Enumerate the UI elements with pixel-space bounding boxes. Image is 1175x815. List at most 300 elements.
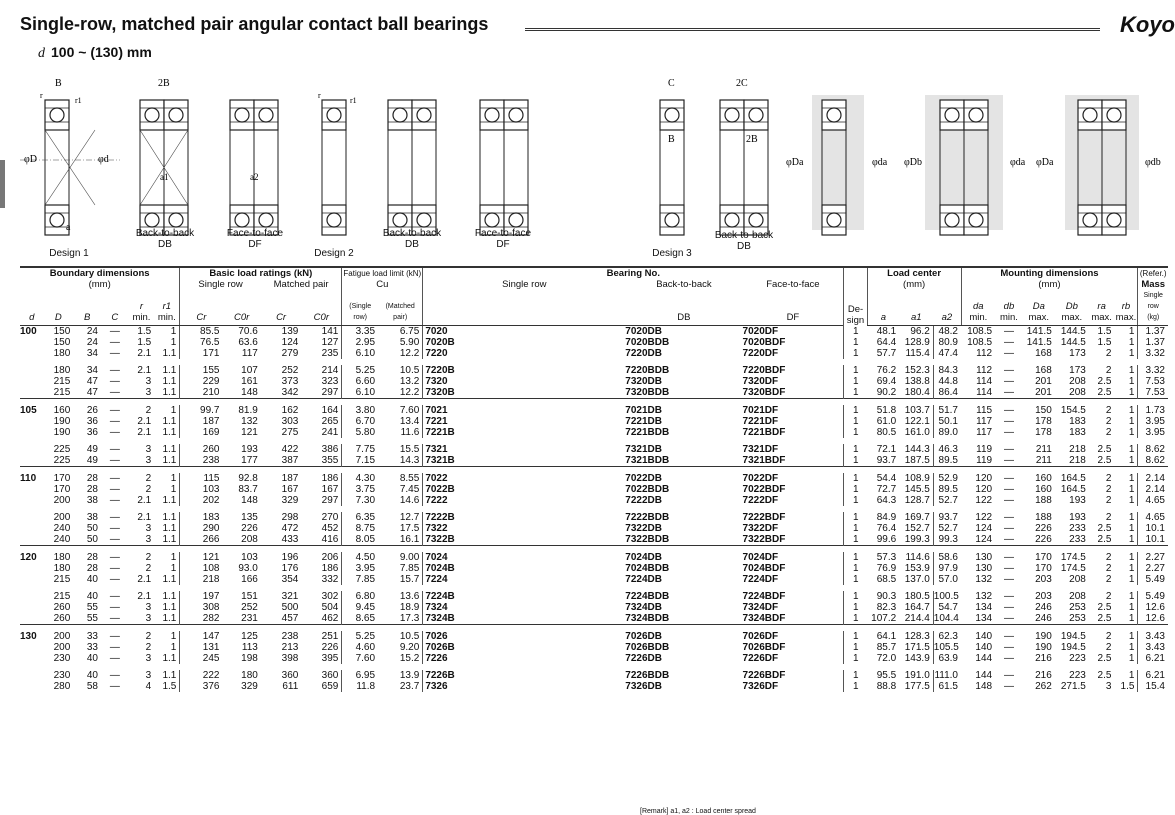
table-cell: 33 xyxy=(86,642,98,653)
table-cell: 1 xyxy=(1128,670,1135,681)
table-cell: 174.5 xyxy=(1060,552,1086,563)
bearing-number-cell: 7322DB xyxy=(625,523,662,534)
table-cell: 360 xyxy=(321,670,339,681)
bore-diameter-cell xyxy=(20,591,43,602)
bore-diameter-cell xyxy=(20,455,43,467)
bearing-number-cell: 7222 xyxy=(423,495,625,506)
table-cell: 58.6 xyxy=(933,552,961,563)
table-cell: 64.1 xyxy=(876,631,897,642)
table-row xyxy=(20,574,1168,585)
svg-text:φDa: φDa xyxy=(1036,157,1054,168)
col-r-min: min. xyxy=(132,312,151,323)
table-cell: 33 xyxy=(86,631,98,642)
table-cell: 93.0 xyxy=(238,563,258,574)
table-cell: 64.3 xyxy=(876,495,897,506)
table-cell: 1 xyxy=(1128,523,1135,534)
bearing-number-cell: 7324BDB xyxy=(625,613,670,624)
page-header xyxy=(20,12,1175,38)
table-cell: 223 xyxy=(1069,670,1086,681)
table-cell: 422 xyxy=(281,444,299,455)
boundary-header: Boundary dimensions xyxy=(20,267,180,279)
bearing-number-cell: 7220DF xyxy=(742,348,779,359)
table-cell: 36 xyxy=(86,427,98,438)
table-cell: 135 xyxy=(241,512,258,523)
col-db-min: min. xyxy=(999,312,1018,323)
table-cell: 40 xyxy=(86,653,98,664)
table-cell: 26 xyxy=(86,405,98,416)
mounting-header: Mounting dimensions xyxy=(961,267,1138,279)
table-cell: 130 xyxy=(975,552,993,563)
bearing-number-cell: 7224 xyxy=(423,574,625,585)
col-da-sym: da xyxy=(973,301,984,312)
table-cell: 1.1 xyxy=(162,444,177,455)
col-D: D xyxy=(43,290,73,326)
table-cell: 140 xyxy=(975,631,993,642)
table-cell: — xyxy=(109,602,120,613)
table-cell: 1.1 xyxy=(162,653,177,664)
table-cell: 303 xyxy=(281,416,299,427)
design1-df-drawing xyxy=(230,100,278,235)
table-cell: 280 xyxy=(53,681,71,692)
table-cell: 188 xyxy=(1035,495,1052,506)
table-cell: 8.55 xyxy=(399,473,420,484)
bearing-number-cell: 7021DB xyxy=(625,405,662,416)
table-row xyxy=(20,326,1168,338)
table-cell: 245 xyxy=(180,653,223,664)
table-cell: 170 xyxy=(1035,552,1052,563)
table-cell: 387 xyxy=(281,455,299,466)
table-cell: 1 xyxy=(844,613,867,625)
table-cell: 81.9 xyxy=(238,405,258,416)
table-cell: 90.3 xyxy=(876,591,897,602)
bearing-number-cell: 7226B xyxy=(423,670,625,681)
table-cell: 298 xyxy=(281,512,299,523)
bearing-number-cell: 7324DB xyxy=(625,602,662,613)
table-cell: 6.35 xyxy=(342,512,378,523)
bore-diameter-cell xyxy=(20,613,43,625)
table-cell: 183 xyxy=(1069,416,1086,427)
table-cell: 70.6 xyxy=(238,326,258,337)
table-cell: 215 xyxy=(53,387,71,398)
table-cell: 28 xyxy=(86,563,98,574)
bearing-spec-table xyxy=(20,266,1168,692)
table-cell: 155 xyxy=(180,365,223,376)
bearing-number-cell: 7324BDF xyxy=(742,613,786,624)
table-cell: 124 xyxy=(975,534,993,545)
table-cell: — xyxy=(109,326,120,337)
table-cell: — xyxy=(1003,326,1014,337)
table-cell: 275 xyxy=(281,427,299,438)
table-cell: 3 xyxy=(145,534,152,545)
bearing-number-cell: 7026BDB xyxy=(625,642,670,653)
table-cell: 7.53 xyxy=(1138,387,1168,399)
table-cell: 266 xyxy=(180,534,223,546)
subtitle-symbol: d xyxy=(38,46,45,61)
bearing-number-cell: 7322BDF xyxy=(742,534,786,545)
table-cell: 128.3 xyxy=(904,631,930,642)
table-cell: 504 xyxy=(321,602,339,613)
table-cell: 23.7 xyxy=(399,681,420,692)
bore-diameter-cell xyxy=(20,574,43,585)
table-cell: 6.95 xyxy=(342,670,378,681)
table-cell: 188 xyxy=(1035,512,1052,523)
design1-caption: Design 1 xyxy=(49,248,89,259)
table-cell: 174.5 xyxy=(1060,563,1086,574)
table-cell: 190 xyxy=(53,427,71,438)
table-cell: 9.20 xyxy=(399,642,420,653)
table-row xyxy=(20,523,1168,534)
table-cell: 659 xyxy=(321,681,339,692)
table-cell: 12.2 xyxy=(399,348,420,359)
table-cell: 152.3 xyxy=(904,365,930,376)
bearing-number-cell: 7322DF xyxy=(742,523,779,534)
table-cell: 84.9 xyxy=(876,512,897,523)
design3-db-drawing xyxy=(720,78,768,235)
table-cell: 10.1 xyxy=(1138,534,1168,546)
col-ra xyxy=(1089,290,1115,326)
table-cell: 500 xyxy=(281,602,299,613)
table-cell: 15.7 xyxy=(399,574,420,585)
table-cell: 2 xyxy=(1105,365,1112,376)
table-cell: 6.75 xyxy=(399,326,420,337)
table-cell: 1 xyxy=(1128,376,1135,387)
table-cell: — xyxy=(109,512,120,523)
table-cell: 1.73 xyxy=(1138,405,1168,416)
table-cell: 89.5 xyxy=(933,455,961,467)
table-cell: 113 xyxy=(241,642,258,653)
table-cell: 1 xyxy=(1128,416,1135,427)
bearing-number-cell: 7221BDF xyxy=(742,427,786,438)
table-cell: 2 xyxy=(145,563,152,574)
design2-single-drawing xyxy=(318,91,357,235)
table-cell: 215 xyxy=(53,591,71,602)
table-cell: 120 xyxy=(975,484,993,495)
bearing-number-cell: 7326 xyxy=(423,681,625,692)
table-row xyxy=(20,591,1168,602)
table-cell: 150 xyxy=(53,337,71,348)
table-cell: 226 xyxy=(241,523,258,534)
table-cell: 238 xyxy=(281,631,299,642)
table-cell: 48.1 xyxy=(876,326,897,337)
table-cell: 28 xyxy=(86,552,98,563)
bore-diameter-cell xyxy=(20,365,43,376)
table-cell: 230 xyxy=(53,653,71,664)
subtitle-range: 100 ~ (130) mm xyxy=(51,44,152,60)
bearing-number-cell: 7024BDF xyxy=(742,563,786,574)
table-cell: 138.8 xyxy=(904,376,930,387)
bearing-number-cell: 7022BDF xyxy=(742,484,786,495)
table-cell: 76.5 xyxy=(180,337,223,348)
table-row xyxy=(20,670,1168,681)
table-cell: 151 xyxy=(241,591,258,602)
matched-pair-rating-header: Matched pair xyxy=(273,279,329,290)
table-cell: 1.1 xyxy=(162,455,177,466)
bore-diameter-cell xyxy=(20,337,43,348)
table-cell: 34 xyxy=(86,365,98,376)
col-c0r-pair: C0r xyxy=(301,290,342,326)
table-cell: 161.0 xyxy=(904,427,930,438)
table-cell: 3 xyxy=(145,602,152,613)
table-cell: 57.7 xyxy=(876,348,897,359)
table-cell: 1 xyxy=(844,574,867,585)
bearing-number-cell: 7221BDB xyxy=(625,427,670,438)
table-cell: 472 xyxy=(281,523,299,534)
table-cell: 115 xyxy=(180,473,223,484)
bore-diameter-cell xyxy=(20,444,43,455)
table-cell: 1.1 xyxy=(162,512,177,523)
table-cell: 76.4 xyxy=(876,523,897,534)
table-cell: 1.1 xyxy=(162,495,177,506)
db3-caption: Back-to-back DB xyxy=(714,230,774,252)
table-cell: 154.5 xyxy=(1060,405,1086,416)
svg-text:a: a xyxy=(66,222,71,233)
table-cell: 38 xyxy=(86,495,98,506)
table-cell: 168 xyxy=(1035,365,1052,376)
table-cell: 62.3 xyxy=(933,631,961,642)
table-cell: — xyxy=(1003,653,1014,664)
table-cell: 230 xyxy=(53,670,71,681)
table-cell: 2.5 xyxy=(1097,523,1112,534)
table-cell: 173 xyxy=(1069,348,1086,359)
bore-diameter-cell xyxy=(20,642,43,653)
bore-diameter-cell xyxy=(20,681,43,692)
bearing-number-cell: 7024 xyxy=(423,552,625,563)
table-cell: 105.5 xyxy=(933,642,961,653)
table-cell: 160 xyxy=(1035,473,1052,484)
table-cell: 1 xyxy=(1128,512,1135,523)
table-cell: 13.6 xyxy=(399,591,420,602)
boundary-unit: (mm) xyxy=(88,279,111,290)
table-cell: 1 xyxy=(1128,427,1135,438)
col-cu-matched: (Matched pair) xyxy=(378,290,423,326)
table-cell: 103 xyxy=(180,484,223,495)
bearing-number-cell: 7224B xyxy=(423,591,625,602)
svg-text:φDa: φDa xyxy=(786,157,804,168)
table-cell: 99.6 xyxy=(876,534,897,545)
svg-text:C: C xyxy=(668,78,675,89)
table-cell: 47 xyxy=(86,376,98,387)
bore-diameter-cell: 110 xyxy=(20,473,37,484)
table-cell: 17.3 xyxy=(399,613,420,624)
back-to-back-header: Back-to-back xyxy=(656,279,712,290)
bore-diameter-cell xyxy=(20,602,43,613)
design2-df-drawing xyxy=(480,100,528,235)
table-cell: 180 xyxy=(53,552,71,563)
table-cell: 2.1 xyxy=(137,591,152,602)
bearing-number-cell: 7322 xyxy=(423,523,625,534)
table-cell: 161 xyxy=(241,376,258,387)
bore-diameter-cell xyxy=(20,376,43,387)
table-cell: 114 xyxy=(976,387,993,398)
table-cell: 238 xyxy=(180,455,223,467)
table-cell: 68.5 xyxy=(876,574,897,585)
table-cell: 7.60 xyxy=(342,653,378,664)
table-cell: 1.5 xyxy=(137,337,152,348)
table-cell: 2.5 xyxy=(1097,444,1112,455)
table-cell: 144 xyxy=(975,653,993,664)
table-row xyxy=(20,495,1168,506)
table-cell: 233 xyxy=(1069,534,1086,545)
table-cell: — xyxy=(109,416,120,427)
design-header: De- sign xyxy=(844,267,867,326)
table-cell: 251 xyxy=(321,631,339,642)
table-cell: 1 xyxy=(844,631,867,642)
table-cell: 2.5 xyxy=(1097,387,1112,398)
load-center-header: Load center xyxy=(867,267,961,279)
table-cell: 76.2 xyxy=(876,365,897,376)
table-cell: 153.9 xyxy=(904,563,930,574)
table-cell: 4.50 xyxy=(342,552,378,563)
col-C: C xyxy=(101,290,129,326)
table-cell: — xyxy=(1003,534,1014,545)
table-cell: 1 xyxy=(1128,534,1135,545)
table-cell: 7.75 xyxy=(342,444,378,455)
svg-text:φdb: φdb xyxy=(1145,157,1161,168)
table-row xyxy=(20,473,1168,484)
table-cell: 297 xyxy=(321,495,339,506)
table-cell: 1 xyxy=(170,484,177,495)
table-row xyxy=(20,348,1168,359)
table-cell: — xyxy=(109,444,120,455)
table-cell: 40 xyxy=(86,591,98,602)
table-cell: 51.8 xyxy=(876,405,897,416)
col-Db xyxy=(1055,290,1089,326)
bearing-number-cell: 7226 xyxy=(423,653,625,664)
table-cell: 203 xyxy=(1035,591,1052,602)
table-cell: 3 xyxy=(1105,681,1112,692)
table-cell: — xyxy=(1003,365,1014,376)
table-cell: 124 xyxy=(975,523,993,534)
table-cell: 93.7 xyxy=(933,512,961,523)
table-cell: — xyxy=(109,613,120,624)
col-Db-sym: Db xyxy=(1065,301,1078,312)
table-cell: — xyxy=(1003,387,1014,398)
bearing-number-cell: 7020DF xyxy=(742,326,779,337)
bore-diameter-cell: 120 xyxy=(20,552,37,563)
table-cell: — xyxy=(109,653,120,664)
col-cr-pair: Cr xyxy=(261,290,301,326)
table-cell: 1.1 xyxy=(162,613,177,624)
bore-diameter-cell xyxy=(20,670,43,681)
table-cell: 1.1 xyxy=(162,348,177,359)
svg-text:r: r xyxy=(318,91,321,100)
col-r-sym: r xyxy=(139,301,144,312)
bearing-number-cell: 7224BDB xyxy=(625,591,670,602)
table-cell: 88.8 xyxy=(876,681,897,692)
col-a1: a1 xyxy=(899,290,933,326)
bearing-number-cell: 7221 xyxy=(423,416,625,427)
load-center-unit: (mm) xyxy=(867,279,961,290)
table-cell: 223 xyxy=(1069,653,1086,664)
table-cell: 3 xyxy=(145,455,152,466)
table-cell: 160 xyxy=(53,405,71,416)
bore-diameter-cell xyxy=(20,484,43,495)
bearing-number-cell: 7024DF xyxy=(742,552,779,563)
table-cell: — xyxy=(1003,495,1014,506)
table-cell: 215 xyxy=(53,574,71,585)
table-cell: 145.5 xyxy=(904,484,930,495)
bearing-drawings xyxy=(0,70,1175,265)
table-cell: 302 xyxy=(321,591,339,602)
table-cell: 226 xyxy=(321,642,339,653)
table-cell: 208 xyxy=(1069,574,1086,585)
table-cell: 1.1 xyxy=(162,427,177,438)
table-cell: 152.7 xyxy=(904,523,930,534)
table-cell: 218 xyxy=(1069,455,1086,466)
table-cell: 72.0 xyxy=(876,653,897,664)
table-cell: 170 xyxy=(1035,563,1052,574)
table-cell: 13.2 xyxy=(399,376,420,387)
table-cell: 194.5 xyxy=(1060,642,1086,653)
table-cell: — xyxy=(1003,473,1014,484)
bearing-number-cell: 7320B xyxy=(423,387,625,399)
bearing-number-cell: 7324 xyxy=(423,602,625,613)
face-to-face-header: Face-to-face xyxy=(766,279,820,290)
bearing-number-cell: 7220BDF xyxy=(742,365,786,376)
table-cell: 2.1 xyxy=(137,512,152,523)
table-cell: 187 xyxy=(180,416,223,427)
table-cell: 282 xyxy=(180,613,223,625)
design3-caption: Design 3 xyxy=(652,248,692,259)
table-row xyxy=(20,484,1168,495)
svg-text:φda: φda xyxy=(872,157,888,168)
bore-diameter-cell xyxy=(20,427,43,438)
table-cell: 48.2 xyxy=(933,326,961,338)
table-cell: 2.5 xyxy=(1097,653,1112,664)
table-cell: 117 xyxy=(241,348,258,359)
bore-diameter-cell: 130 xyxy=(20,631,37,642)
table-row xyxy=(20,512,1168,523)
col-rb xyxy=(1114,290,1138,326)
table-cell: 260 xyxy=(180,444,223,455)
table-cell: 398 xyxy=(281,653,299,664)
table-cell: 1 xyxy=(844,376,867,387)
table-cell: 7.30 xyxy=(342,495,378,506)
table-cell: 1 xyxy=(844,455,867,467)
col-df: DF xyxy=(743,290,844,326)
bearing-number-cell: 7321DB xyxy=(625,444,662,455)
table-cell: 1.5 xyxy=(1120,681,1135,692)
table-cell: 122 xyxy=(975,495,993,506)
table-cell: 229 xyxy=(180,376,223,387)
table-cell: 211 xyxy=(1035,455,1052,466)
table-cell: 2 xyxy=(1105,416,1112,427)
table-cell: 1 xyxy=(844,602,867,613)
fatigue-header: Fatigue load limit (kN) xyxy=(343,269,422,278)
table-cell: 24 xyxy=(86,337,98,348)
table-cell: 64.4 xyxy=(876,337,897,348)
table-cell: 222 xyxy=(180,670,223,681)
table-cell: 18.9 xyxy=(399,602,420,613)
table-cell: — xyxy=(1003,613,1014,624)
table-cell: — xyxy=(109,563,120,574)
table-cell: 193 xyxy=(1069,512,1086,523)
mounting-drawing-3 xyxy=(1036,95,1161,235)
table-cell: 270 xyxy=(321,512,339,523)
table-cell: 1 xyxy=(844,591,867,602)
table-cell: 46.3 xyxy=(933,444,961,455)
table-cell: 4.65 xyxy=(1138,495,1168,506)
table-cell: 197 xyxy=(180,591,223,602)
table-cell: 180 xyxy=(53,365,71,376)
bore-diameter-cell xyxy=(20,523,43,534)
col-d: d xyxy=(20,290,43,326)
table-cell: 139 xyxy=(281,326,299,337)
table-cell: 201 xyxy=(1035,376,1052,387)
table-cell: 15.2 xyxy=(399,653,420,664)
table-cell: 96.2 xyxy=(910,326,930,337)
table-cell: 177.5 xyxy=(904,681,930,692)
